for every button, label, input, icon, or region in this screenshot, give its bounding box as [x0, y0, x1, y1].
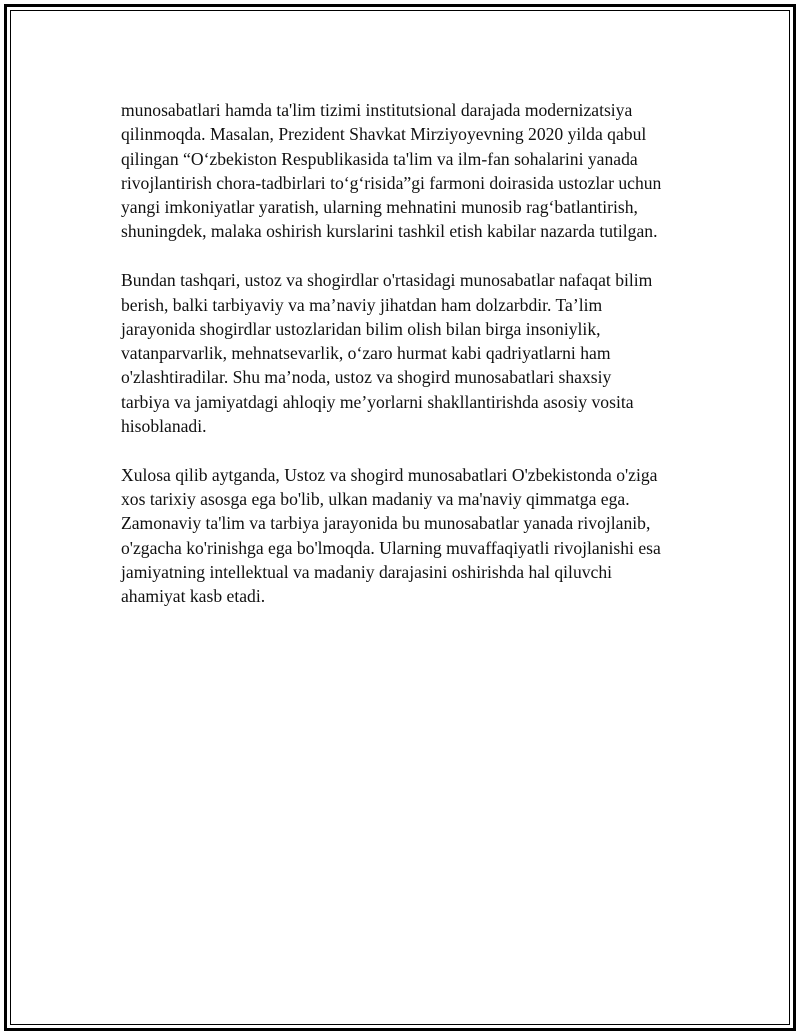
- text-line: rivojlantirish chora-tadbirlari to‘g‘risida”gi farmoni doirasida ustozlar uchun: [121, 172, 662, 193]
- text-line: yangi imkoniyatlar yaratish, ularning mehnatini munosib rag‘batlantirish,: [121, 197, 638, 218]
- paragraph-3: [121, 463, 701, 609]
- paragraph-2: [121, 268, 701, 438]
- text-line: qilinmoqda. Masalan, Prezident Shavkat Mirziyoyevning 2020 yilda qabul: [121, 124, 647, 145]
- text-line: o'zlashtiradilar. Shu ma’noda, ustoz va shogird munosabatlari shaxsiy: [121, 367, 612, 388]
- document-page: [4, 4, 796, 1031]
- text-line: o'zgacha ko'rinishga ega bo'lmoqda. Ularning muvaffaqiyatli rivojlanishi esa: [121, 537, 661, 558]
- text-line: jarayonida shogirdlar ustozlaridan bilim olish bilan birga insoniylik,: [121, 318, 601, 339]
- text-line: Zamonaviy ta'lim va tarbiya jarayonida bu munosabatlar yanada rivojlanib,: [121, 513, 651, 534]
- text-line: munosabatlari hamda ta'lim tizimi institutsional darajada modernizatsiya: [121, 100, 633, 120]
- document-body: [121, 98, 701, 633]
- text-line: Bundan tashqari, ustoz va shogirdlar o'rtasidagi munosabatlar nafaqat bilim: [121, 270, 653, 291]
- text-line: vatanparvarlik, mehnatsevarlik, o‘zaro hurmat kabi qadriyatlarni ham: [121, 343, 611, 364]
- text-line: berish, balki tarbiyaviy va ma’naviy jihatdan ham dolzarbdir. Ta’lim: [121, 294, 603, 315]
- text-line: jamiyatning intellektual va madaniy darajasini oshirishda hal qiluvchi: [121, 562, 613, 583]
- text-line: qilingan “O‘zbekiston Respublikasida ta'lim va ilm-fan sohalarini yanada: [121, 148, 638, 169]
- text-line: ahamiyat kasb etadi.: [121, 586, 266, 607]
- text-line: Xulosa qilib aytganda, Ustoz va shogird munosabatlari O'zbekistonda o'ziga: [121, 464, 658, 485]
- text-line: shuningdek, malaka oshirish kurslarini tashkil etish kabilar nazarda tutilgan.: [121, 221, 658, 242]
- paragraph-1: [121, 98, 701, 244]
- text-line: hisoblanadi.: [121, 416, 207, 437]
- text-line: xos tarixiy asosga ega bo'lib, ulkan madaniy va ma'naviy qimmatga ega.: [121, 489, 630, 510]
- text-line: tarbiya va jamiyatdagi ahloqiy me’yorlarni shakllantirishda asosiy vosita: [121, 391, 634, 412]
